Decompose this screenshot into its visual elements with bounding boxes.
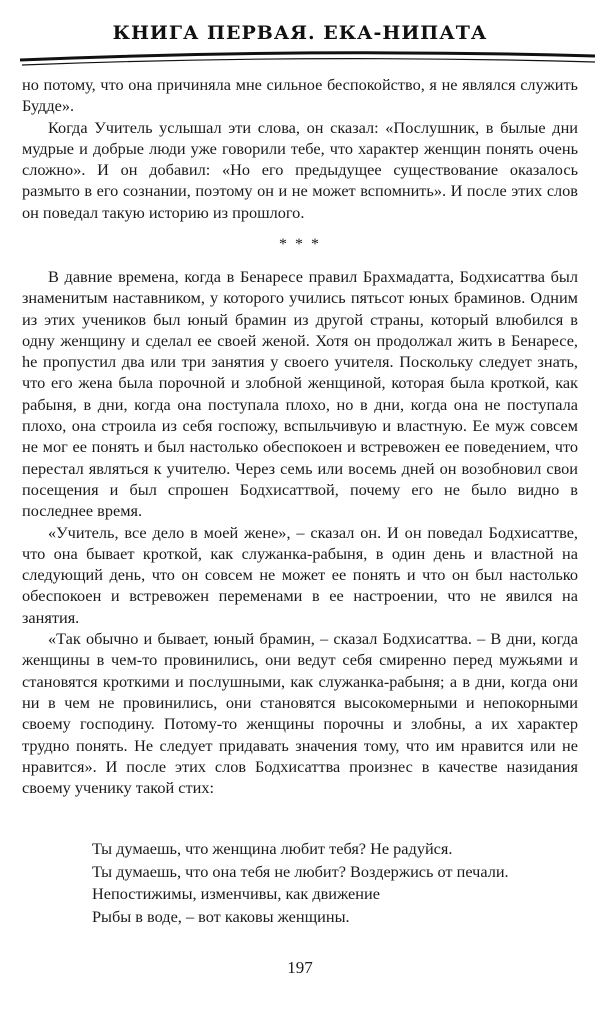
section-separator: * * *	[279, 236, 321, 253]
running-header-title: КНИГА ПЕРВАЯ. ЕКА-НИПАТА	[112, 22, 488, 44]
paragraph-teacher-reply: Когда Учитель услышал эти слова, он сказал: «Послушник, в былые дни мудрые и добрые люди уже говорили тебе, что характер женщин понять очень сложно». И он добавил: «Но его предыдущее существование оказалось размыто в его сознании, поэтому он и не может вспомнить». И после этих слов он поведал такую историю из прошлого.	[22, 117, 578, 222]
running-header	[0, 0, 600, 72]
verse-line: Непостижимы, изменчивы, как движение	[92, 884, 380, 903]
opening-text	[22, 74, 578, 223]
verse-line: Ты думаешь, что она тебя не любит? Воздержись от печали.	[92, 861, 509, 881]
verse	[92, 838, 582, 928]
paragraph-continuation: но потому, что она причиняла мне сильное беспокойство, я не являлся служить Будде».	[22, 75, 578, 116]
paragraph-story-intro: В давние времена, когда в Бенаресе правил Брахмадатта, Бодхисаттва был знаменитым наставником, у которого учились пятьсот юных браминов. Одним из этих учеников был юный брамин из другой страны, который влюбился в одну женщину и сделал ее своей женой. Хотя он продолжал жить в Бенаресе, he пропустил два или три занятия у своего учителя. Поскольку следует знать, что его жена была порочной и злобной женщиной, которая была кроткой, как рабыня, в дни, когда она поступала плохо, но в дни, когда она не поступала плохо, она строила из себя госпожу, вспыльчивую и властную. Ее муж совсем не мог ее понять и был настолько обеспокоен и встревожен ее поведением, что перестал являться к учителю. Через семь или восемь дней он возобновил свои посещения и был спрошен Бодхисаттвой, почему его не было видно в последнее время.	[22, 267, 578, 521]
paragraph-bodhisattva-reply: «Так обычно и бывает, юный брамин, – сказал Бодхисаттва. – В дни, когда женщины в чем-то провинились, они ведут себя смиренно перед мужьями и становятся кроткими и послушными, как служанка-рабыня; а в дни, когда они ни в чем не провинились, они становятся высокомерными и непокорными своему господину. Потому-то женщины порочны и злобны, а их характер трудно понять. Не следует придавать значения тому, что им нравится или не нравится». И после этих слов Бодхисаттва произнес в качестве назидания своему ученику такой стих:	[22, 629, 578, 798]
story-text	[22, 266, 578, 798]
paragraph-student-reply: «Учитель, все дело в моей жене», – сказал он. И он поведал Бодхисаттве, что она бывает кроткой, как служанка-рабыня, в один день и властной на следующий день, что он совсем не может ее понять и что он был настолько обеспокоен и встревожен переменами в ее настроении, что не явился на занятия.	[22, 522, 578, 627]
header-decorative-rule	[20, 50, 595, 68]
verse-line: Рыбы в воде, – вот каковы женщины.	[92, 906, 350, 926]
page-number: 197	[287, 958, 313, 977]
verse-line: Ты думаешь, что женщина любит тебя? Не радуйся.	[92, 839, 453, 858]
